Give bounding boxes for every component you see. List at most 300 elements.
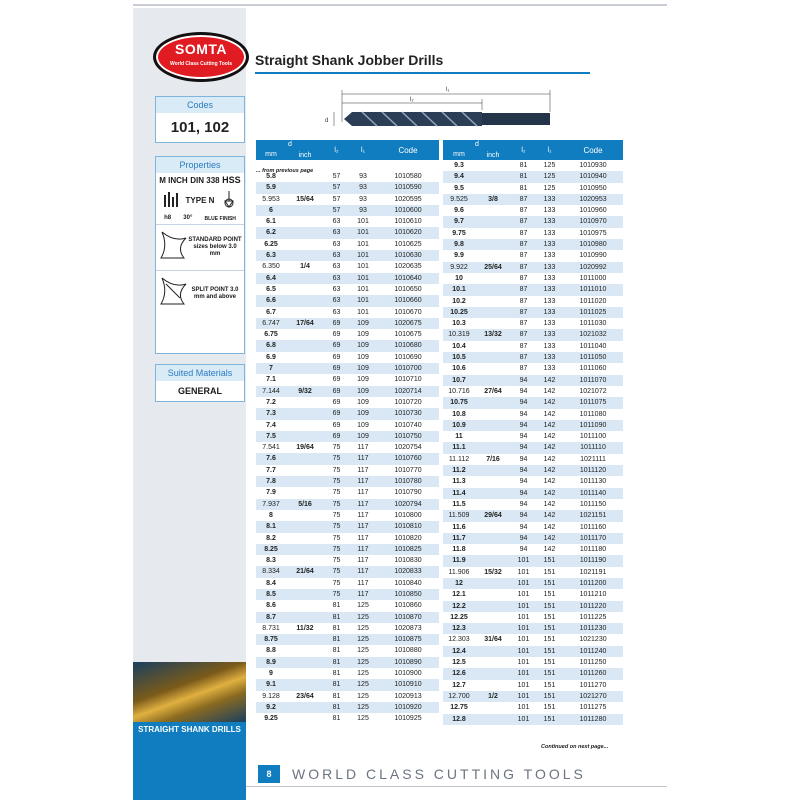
diameter-mm: 7.2 [266, 398, 276, 406]
product-code: 1010800 [394, 511, 422, 519]
diameter-mm: 12.8 [443, 714, 475, 725]
overall-length: 101 [349, 273, 377, 284]
product-code: 1010750 [377, 431, 439, 442]
diameter-mm: 10.9 [443, 420, 475, 431]
flute-length: 94 [519, 523, 528, 531]
flute-length: 94 [511, 488, 536, 499]
overall-length: 142 [536, 375, 563, 386]
overall-length: 125 [349, 657, 377, 668]
diameter-inch [475, 420, 511, 431]
overall-length: 133 [536, 239, 563, 250]
codes-label: Codes [156, 97, 244, 113]
logo-tagline: World Class Cutting Tools [169, 61, 233, 67]
diameter-mm: 8.334 [256, 566, 286, 577]
flute-length: 81 [324, 657, 349, 668]
diameter-inch [286, 578, 324, 589]
flute-length: 101 [511, 623, 536, 634]
logo-word: SOMTA [174, 41, 227, 57]
product-code: 1010675 [394, 331, 422, 339]
overall-length: 133 [543, 207, 556, 215]
overall-length: 93 [349, 182, 377, 193]
overall-length: 101 [357, 240, 369, 248]
product-code: 1010910 [377, 679, 439, 690]
diameter-mm: 10.2 [452, 297, 466, 305]
flute-length: 101 [517, 704, 530, 712]
product-code: 1011100 [579, 433, 607, 441]
product-code: 1010980 [563, 239, 623, 250]
properties-row-1 [156, 173, 244, 187]
flute-length: 63 [332, 308, 341, 316]
table-row [256, 533, 439, 544]
diameter-inch [286, 555, 324, 566]
product-code: 1010820 [394, 534, 422, 542]
d-header: d [256, 140, 324, 150]
flute-length: 75 [324, 476, 349, 487]
product-code: 1010925 [394, 715, 422, 723]
product-code: 1021072 [579, 387, 607, 395]
product-code: 1021191 [579, 568, 607, 576]
diameter-inch [475, 397, 511, 408]
product-code: 1010860 [394, 602, 422, 610]
diameter-mm: 12.700 [443, 691, 475, 702]
table-row [256, 555, 439, 566]
product-code: 1010900 [394, 670, 422, 678]
diameter-inch [286, 510, 324, 521]
product-code: 1010680 [377, 340, 439, 351]
diameter-mm: 8.9 [256, 657, 286, 668]
diameter-mm: 12.4 [443, 646, 475, 657]
table-row [443, 499, 623, 510]
diameter-inch [475, 318, 511, 329]
flute-length: 87 [519, 365, 528, 373]
product-code: 1011150 [579, 500, 607, 508]
table-row [256, 318, 439, 329]
footer-slogan: WORLD CLASS CUTTING TOOLS [292, 766, 586, 782]
table-row [256, 510, 439, 521]
diameter-mm: 9.75 [452, 229, 466, 237]
product-code: 1010625 [394, 240, 422, 248]
table-row [443, 465, 623, 476]
overall-length: 151 [536, 601, 563, 612]
product-code: 1011090 [563, 420, 623, 431]
flute-length: 69 [324, 340, 349, 351]
flute-length: 101 [517, 613, 530, 621]
table-row [443, 239, 623, 250]
diameter-inch: 1/2 [475, 691, 511, 702]
table-row [443, 589, 623, 600]
overall-length: 133 [536, 307, 563, 318]
diameter-mm: 12.75 [450, 704, 468, 712]
product-code: 1011180 [579, 546, 607, 554]
diameter-inch [286, 352, 324, 363]
diameter-inch: 13/32 [475, 329, 511, 340]
overall-length: 93 [359, 173, 367, 180]
diameter-mm: 5.9 [256, 182, 286, 193]
split-point-icon [158, 274, 188, 313]
diameter-mm: 9.6 [454, 207, 464, 215]
overall-length: 109 [357, 331, 369, 339]
product-code: 1010975 [579, 229, 607, 237]
din-label: DIN 338 [190, 175, 220, 185]
overall-length: 151 [543, 659, 556, 667]
table-row [443, 341, 623, 352]
diameter-inch: 15/64 [296, 195, 314, 203]
diameter-inch [475, 578, 511, 589]
table-row [443, 544, 623, 555]
product-code: 1021151 [563, 510, 623, 521]
diameter-mm: 8.8 [266, 647, 276, 655]
overall-length: 142 [536, 533, 563, 544]
diameter-inch: 3/8 [475, 194, 511, 205]
overall-length: 133 [536, 329, 563, 340]
overall-length: 117 [349, 566, 377, 577]
overall-length: 101 [357, 218, 369, 226]
overall-length: 117 [357, 511, 369, 519]
diameter-mm: 10.4 [452, 342, 466, 350]
split-point-row [156, 270, 244, 316]
flute-length: 81 [519, 162, 528, 169]
diameter-mm: 12.5 [452, 659, 466, 667]
flute-length: 94 [519, 500, 528, 508]
diameter-mm: 9.128 [262, 692, 280, 700]
overall-length: 142 [543, 500, 556, 508]
diameter-inch [286, 420, 324, 431]
table-row [443, 476, 623, 487]
product-code: 1011080 [579, 410, 607, 418]
diameter-inch [286, 227, 324, 238]
flute-length: 81 [332, 624, 341, 632]
properties-row-2 [156, 187, 244, 213]
overall-length: 125 [349, 679, 377, 690]
overall-length: 109 [349, 340, 377, 351]
table-row [256, 397, 439, 408]
product-code: 1020953 [563, 194, 623, 205]
flute-length: 75 [332, 557, 341, 565]
table-row [443, 386, 623, 397]
drill-photo [133, 662, 246, 722]
diameter-mm: 6.2 [256, 227, 286, 238]
overall-length: 101 [357, 263, 369, 271]
diameter-mm: 8.1 [256, 521, 286, 532]
diameter-mm: 7.7 [266, 466, 276, 474]
continued-note: Continued on next page... [541, 744, 609, 750]
diameter-mm: 7.6 [256, 453, 286, 464]
diameter-inch [475, 160, 511, 171]
diameter-inch [475, 533, 511, 544]
product-code: 1020913 [394, 692, 422, 700]
drill-table-right [443, 140, 623, 725]
diameter-mm: 6.4 [256, 273, 286, 284]
diameter-mm: 11.1 [443, 442, 475, 453]
diameter-inch [475, 555, 511, 566]
table-row [443, 680, 623, 691]
table-row [256, 216, 439, 227]
table-row [443, 657, 623, 668]
table-row [443, 646, 623, 657]
product-code: 1020992 [563, 262, 623, 273]
overall-length: 142 [543, 478, 556, 486]
overall-length: 125 [357, 647, 369, 655]
flute-length: 101 [511, 601, 536, 612]
overall-length: 93 [349, 205, 377, 216]
table-row [443, 183, 623, 194]
flute-length: 87 [519, 297, 528, 305]
table-row [256, 578, 439, 589]
diameter-inch [286, 216, 324, 227]
product-code: 1011025 [563, 307, 623, 318]
diameter-inch [475, 341, 511, 352]
flute-length: 94 [511, 420, 536, 431]
flute-length: 101 [517, 591, 530, 599]
overall-length: 117 [357, 444, 369, 452]
product-code: 1010970 [563, 216, 623, 227]
diameter-mm: 7.541 [262, 444, 280, 452]
flute-length: 75 [324, 453, 349, 464]
flute-length: 101 [511, 555, 536, 566]
overall-length: 151 [543, 568, 556, 576]
product-code: 1011240 [563, 646, 623, 657]
table-row [443, 250, 623, 261]
flute-length: 69 [332, 376, 341, 384]
overall-length: 125 [349, 634, 377, 645]
overall-length: 117 [357, 489, 369, 497]
diameter-mm: 6.5 [266, 285, 276, 293]
diameter-inch [286, 340, 324, 351]
drill-category-label: STRAIGHT SHANK DRILLS [138, 725, 241, 734]
overall-length: 151 [536, 623, 563, 634]
flute-length: 63 [324, 250, 349, 261]
table-row [256, 499, 439, 510]
flute-length: 101 [511, 691, 536, 702]
table-row [256, 657, 439, 668]
diameter-mm: 11.8 [452, 546, 466, 554]
diameter-mm: 8.3 [266, 557, 276, 565]
flute-length: 69 [332, 331, 341, 339]
product-code: 1011250 [579, 659, 607, 667]
diameter-mm: 8.2 [266, 534, 276, 542]
flute-length: 87 [519, 342, 528, 350]
drill-diagram [322, 82, 562, 137]
overall-length: 151 [536, 646, 563, 657]
diameter-mm: 9.922 [443, 262, 475, 273]
product-code: 1010610 [394, 218, 422, 226]
properties-row-3 [156, 213, 244, 224]
diameter-inch [286, 487, 324, 498]
l2-header: l₂ [511, 140, 536, 160]
product-code: 1020595 [394, 195, 422, 203]
flute-length: 87 [519, 252, 528, 260]
diameter-mm: 6.8 [256, 340, 286, 351]
codes-value: 101, 102 [170, 119, 230, 136]
flute-length: 75 [332, 466, 341, 474]
flute-length: 81 [519, 184, 528, 192]
table-row [443, 691, 623, 702]
diameter-mm: 7 [256, 363, 286, 374]
diameter-mm: 8.25 [256, 544, 286, 555]
overall-length: 142 [543, 523, 556, 531]
footer-rule [246, 786, 667, 787]
overall-length: 142 [543, 546, 556, 554]
flute-length: 57 [332, 195, 341, 203]
suited-materials-value: GENERAL [177, 386, 222, 396]
diameter-inch [475, 273, 511, 284]
product-code: 1010630 [377, 250, 439, 261]
drill-table-left [256, 140, 439, 725]
overall-length: 109 [357, 376, 369, 384]
overall-length: 151 [536, 691, 563, 702]
table-row [256, 205, 439, 216]
product-code: 1011070 [563, 375, 623, 386]
diameter-inch [475, 284, 511, 295]
product-code: 1010875 [377, 634, 439, 645]
diameter-mm: 9.3 [454, 162, 464, 169]
diameter-inch [475, 476, 511, 487]
product-code: 1010960 [579, 207, 607, 215]
standard-point-icon [158, 228, 188, 267]
flute-length: 94 [511, 375, 536, 386]
table-row [443, 296, 623, 307]
flute-length: 75 [332, 489, 341, 497]
flute-length: 81 [332, 715, 341, 723]
flute-length: 63 [332, 240, 341, 248]
diameter-mm: 9.9 [454, 252, 464, 260]
overall-length: 117 [357, 557, 369, 565]
top-rule [133, 4, 667, 6]
diameter-mm: 12.6 [443, 668, 475, 679]
overall-length: 109 [357, 353, 369, 361]
flute-length: 75 [332, 534, 341, 542]
flute-length: 94 [511, 465, 536, 476]
diameter-mm: 10.6 [452, 365, 466, 373]
diameter-mm: 12.3 [443, 623, 475, 634]
diameter-mm: 9.1 [256, 679, 286, 690]
overall-length: 125 [349, 612, 377, 623]
flute-length: 94 [511, 533, 536, 544]
table-row [256, 295, 439, 306]
diameter-mm: 11.7 [443, 533, 475, 544]
product-code: 1010790 [394, 489, 422, 497]
flute-length: 75 [324, 544, 349, 555]
flute-length: 87 [511, 329, 536, 340]
overall-length: 109 [349, 408, 377, 419]
overall-length: 117 [349, 453, 377, 464]
tolerance-label: h8 [164, 215, 172, 221]
table-row [256, 239, 439, 250]
diameter-mm: 10.319 [443, 329, 475, 340]
flute-length: 69 [324, 386, 349, 397]
diameter-inch [286, 589, 324, 600]
flute-length: 94 [519, 387, 528, 395]
diameter-inch [475, 488, 511, 499]
flute-length: 101 [517, 681, 530, 689]
product-code: 1011160 [579, 523, 607, 531]
diameter-mm: 7.9 [266, 489, 276, 497]
diameter-inch: 25/64 [475, 262, 511, 273]
overall-length: 133 [543, 342, 556, 350]
overall-length: 151 [536, 714, 563, 725]
table-row [256, 668, 439, 679]
table-row [443, 352, 623, 363]
product-code: 1010990 [579, 252, 607, 260]
diameter-inch [286, 679, 324, 690]
flute-length: 101 [517, 659, 530, 667]
diameter-inch [286, 307, 324, 318]
table-row [256, 420, 439, 431]
overall-length: 142 [536, 510, 563, 521]
overall-length: 109 [349, 431, 377, 442]
flute-length: 94 [511, 510, 536, 521]
diameter-mm: 9.2 [256, 702, 286, 713]
table-row [256, 386, 439, 397]
codes-box [155, 96, 245, 143]
diameter-inch: 7/16 [486, 455, 500, 463]
flute-length: 69 [332, 353, 341, 361]
table-row [443, 510, 623, 521]
diameter-inch [475, 228, 511, 239]
overall-length: 133 [543, 297, 556, 305]
diameter-inch: 27/64 [484, 387, 502, 395]
diameter-mm: 12 [443, 578, 475, 589]
diameter-inch [286, 521, 324, 532]
product-code: 1010670 [394, 308, 422, 316]
product-code: 1010590 [377, 182, 439, 193]
diameter-mm: 9.25 [264, 715, 278, 723]
diameter-inch [286, 374, 324, 385]
flute-length: 75 [332, 444, 341, 452]
product-code: 1011010 [563, 284, 623, 295]
diameter-inch [286, 171, 324, 182]
flute-length: 81 [324, 634, 349, 645]
diameter-mm: 7.3 [256, 408, 286, 419]
overall-length: 142 [536, 488, 563, 499]
diameter-inch [286, 453, 324, 464]
flute-length: 63 [324, 295, 349, 306]
product-code: 1010920 [377, 702, 439, 713]
diameter-mm: 8.6 [266, 602, 276, 610]
table-row [256, 612, 439, 623]
table-row [256, 284, 439, 295]
product-code: 1011130 [579, 478, 607, 486]
code-header: Code [563, 140, 623, 160]
diameter-mm: 10.1 [443, 284, 475, 295]
diameter-mm: 8.75 [256, 634, 286, 645]
table-row [443, 160, 623, 171]
table-row [443, 442, 623, 453]
diameter-inch [475, 612, 511, 623]
diameter-inch [286, 205, 324, 216]
overall-length: 133 [536, 194, 563, 205]
diameter-inch [286, 329, 324, 340]
overall-length: 101 [357, 285, 369, 293]
overall-length: 109 [349, 363, 377, 374]
diameter-inch [475, 465, 511, 476]
table-row [256, 713, 439, 724]
diameter-inch [286, 713, 324, 724]
overall-length: 125 [536, 171, 563, 182]
diameter-mm: 9.7 [443, 216, 475, 227]
overall-length: 101 [349, 250, 377, 261]
diameter-inch [286, 668, 324, 679]
product-code: 1010760 [377, 453, 439, 464]
mm-header: mm [256, 150, 286, 160]
flute-length: 63 [332, 285, 341, 293]
product-code: 1010640 [377, 273, 439, 284]
diameter-mm: 6.3 [256, 250, 286, 261]
product-code: 1010825 [377, 544, 439, 555]
inch-header: inch [286, 150, 324, 160]
product-code: 1011040 [579, 342, 607, 350]
table-row [443, 307, 623, 318]
